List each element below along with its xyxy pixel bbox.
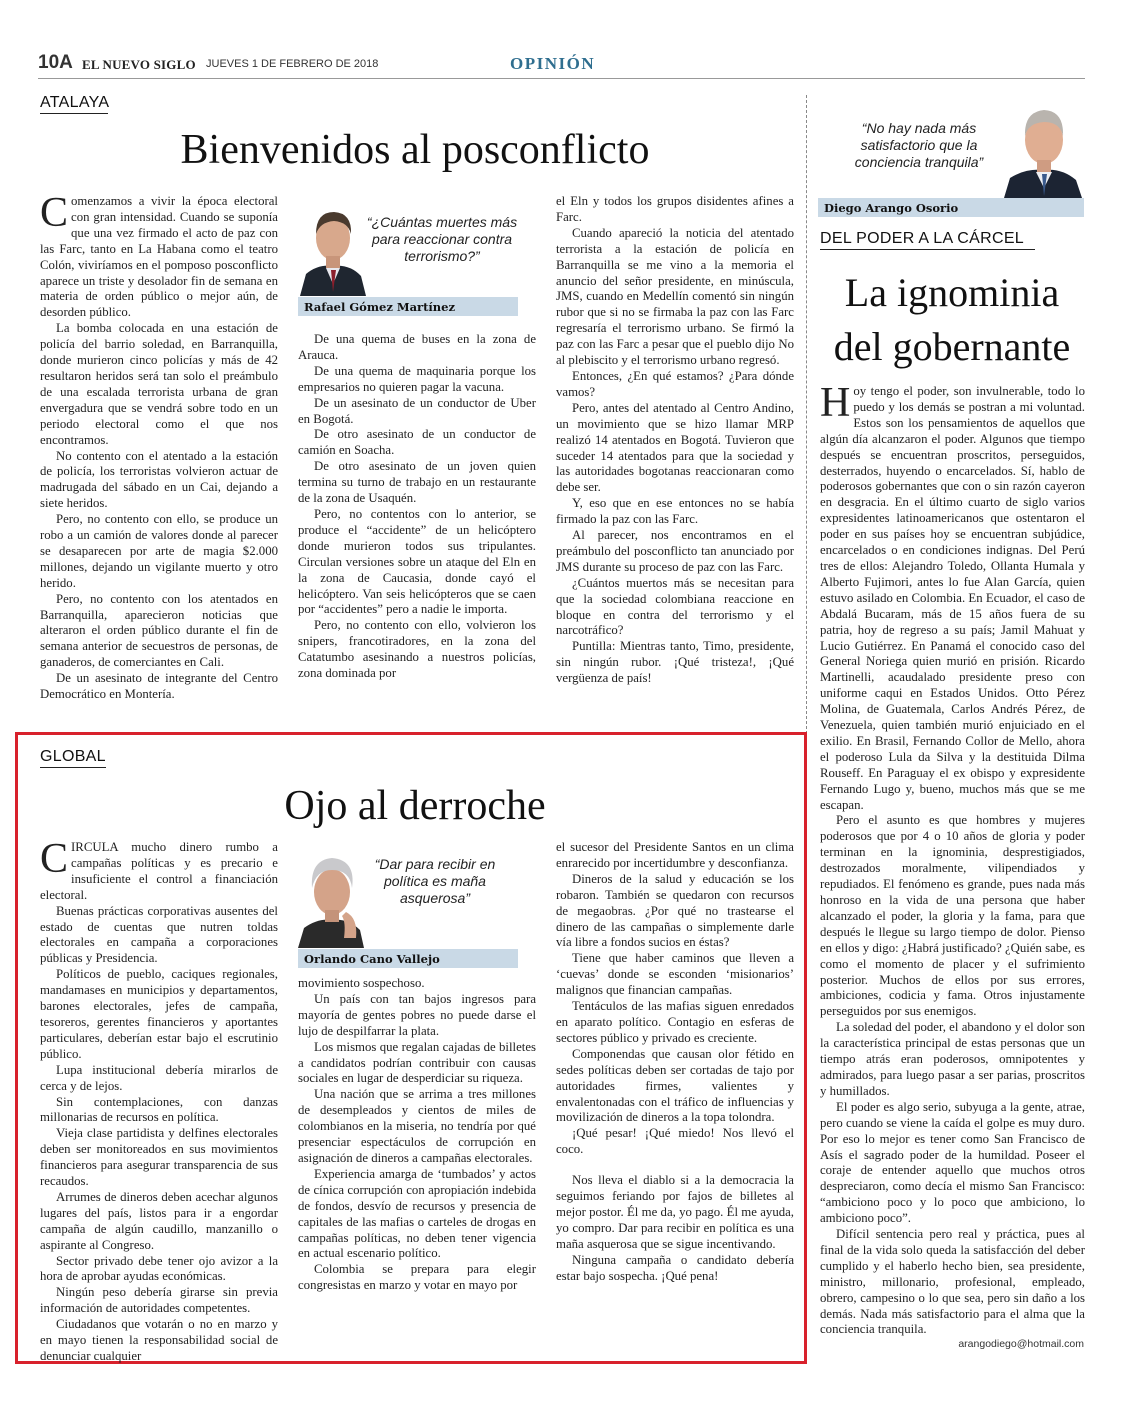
global-paragraph: Ciudadanos que votarán o no en marzo y en mayo tienen la responsabilidad social de denunciar cualquier xyxy=(40,1317,278,1363)
atalaya-paragraph: ¿Cuántos muertos más se necesitan para que la sociedad colombiana reaccione en bloque en contra del terrorismo y el narcotráfico? xyxy=(556,575,794,638)
drop-cap: C xyxy=(40,836,69,882)
global-paragraph: Tiene que haber caminos que lleven a ‘cuevas’ donde se esconden ‘misionarios’ malignos que financian campañas. xyxy=(556,951,794,998)
poder-paragraph: El poder es algo serio, subyuga a la gente, atrae, pero cuando se viene la caída el golpe es muy duro. Por eso lo mejor es tener como San Francisco de Asís el sagrado poder de la humildad. Poseer el coraje de entender aquello que muchos otros despreciaron, como decía el mismo San Francisco: “ambiciono poco y lo poco que ambiciono, lo ambiciono poco”. xyxy=(820,1099,1085,1226)
global-column-1 xyxy=(40,836,278,1363)
atalaya-paragraph: Pero, no contentos con lo anterior, se produce el “accidente” de un helicóptero donde murieron todos sus tripulantes. Circulan versiones sobre un ataque del Eln en la zona de Caucasia, donde cayó el helicóptero. Van seis helicópteros que se caen por “accidentes” pero a nadie le importa. xyxy=(298,506,536,617)
global-paragraph: Tentáculos de las mafias siguen enredados en aparato político. Contagio en esferas de sectores público y privado es creciente. xyxy=(556,999,794,1045)
atalaya-paragraph: Entonces, ¿En qué estamos? ¿Para dónde vamos? xyxy=(556,368,794,399)
atalaya-paragraph xyxy=(40,190,278,321)
atalaya-paragraph: Al parecer, nos encontramos en el preámbulo del posconflicto tan anunciado por JMS durante su proceso de paz con las Farc. xyxy=(556,528,794,574)
global-paragraph: el sucesor del Presidente Santos en un clima enrarecido por incertidumbre y desconfianza. xyxy=(556,840,794,870)
atalaya-paragraph: Cuando apareció la noticia del atentado terrorista a la estación de policía en Barranquilla se me vino a la memoria el anuncio del señor presidente, en minúscula, JMS, cuando en Medellín comentó sin ningún rubor que si no se firmaba la paz con las Farc regresaría el terrorismo urbano. Se firmó la paz con las Farc a pesar que el pueblo dijo No al plebiscito y el terrorismo urbano regresó. xyxy=(556,225,794,368)
atalaya-paragraph: De un asesinato de un conductor de Uber en Bogotá. xyxy=(298,395,536,426)
global-pull-quote: “Dar para recibir en política es maña asquerosa” xyxy=(374,856,496,906)
atalaya-paragraph: Pero, antes del atentado al Centro Andino, un movimiento que se hizo llamar MRP realizó 14 atentados en Bogotá. Tuvieron que suceder 14 atentados para que la sociedad y las autoridades bogotanas reaccionaran como debe ser. xyxy=(556,400,794,495)
poder-paragraph xyxy=(820,380,1085,813)
atalaya-paragraph: Puntilla: Mientras tanto, Timo, presidente, sin ningún rubor. ¡Qué tristeza!, ¡Qué vergüenza de país! xyxy=(556,639,794,686)
poder-headline xyxy=(818,266,1086,374)
global-paragraph: Lupa institucional debería mirarlos de cerca y de lejos. xyxy=(40,1062,278,1093)
atalaya-column-1 xyxy=(40,190,278,719)
global-paragraph: Colombia se prepara para elegir congresistas en marzo y votar en mayo por xyxy=(298,1262,536,1293)
atalaya-author-byline: Rafael Gómez Martínez xyxy=(298,297,518,316)
atalaya-paragraph: No contento con el atentado a la estación de policía, los terroristas volvieron actuar de madrugada del sábado en un Cai, dejando a siete heridos. xyxy=(40,448,278,511)
page-number: 10A xyxy=(38,52,73,73)
global-paragraph-text: IRCULA mucho dinero rumbo a campañas políticas y es precario e insuficiente el control a financiación electoral. xyxy=(40,840,278,902)
global-paragraph: Ninguna campaña o candidato debería estar bajo sospecha. ¡Qué pena! xyxy=(556,1252,794,1283)
global-paragraph: Políticos de pueblo, caciques regionales, mandamases en municipios y departamentos, barones electorales, jefes de campaña, tesoreros, gerentes financieros y aportantes particulares, deberían estar bajo el escrutinio público. xyxy=(40,967,278,1061)
global-paragraph xyxy=(40,836,278,904)
atalaya-kicker: ATALAYA xyxy=(40,94,108,114)
global-paragraph: Experiencia amarga de ‘tumbados’ y actos de cínica corrupción con apropiación indebida de fondos, desvío de recursos y presencia de capitales de las mafias o carteles de drogas en campañas políticas, no deben tener vigencia en actual escenario político. xyxy=(298,1166,536,1261)
global-paragraph: Sector privado debe tener ojo avizor a la hora de aprobar ayudas económicas. xyxy=(40,1253,278,1284)
atalaya-paragraph: De una quema de buses en la zona de Arauca. xyxy=(298,332,536,362)
section-title: OPINIÓN xyxy=(510,54,596,73)
author-photo xyxy=(298,848,368,948)
atalaya-paragraph: De un asesinato de integrante del Centro Democrático en Montería. xyxy=(40,671,278,702)
poder-paragraph: La soledad del poder, el abandono y el dolor son la característica principal de estas personas que un tiempo atrás eran poderosos, omnipotentes y admirados, para luego pasar a ser parias, proscritos y humillados. xyxy=(820,1020,1085,1098)
global-paragraph: Vieja clase partidista y delfines electorales deben ser monitoreados en sus movimientos financieros para asegurar transparencia de sus recaudos. xyxy=(40,1126,278,1189)
global-paragraph: Componendas que causan olor fétido en sedes políticas deben ser cortadas de tajo por autoridades firmes, valientes y envalentonadas con el tráfico de influencias y movilización de dineros a la topa tolondra. xyxy=(556,1046,794,1125)
global-paragraph: Los mismos que regalan cajadas de billetes a candidatos podrían contribuir con causas sociales en lugar de desperdiciar su riqueza. xyxy=(298,1039,536,1086)
atalaya-paragraph: Pero, no contento con ello, volvieron los snipers, francotiradores, en la zona del Catatumbo asesinando a nuestros policías, zona dominada por xyxy=(298,618,536,681)
poder-kicker: DEL PODER A LA CÁRCEL xyxy=(820,230,1035,250)
global-paragraph: Arrumes de dineros deben acechar algunos lugares del país, listos para ir a engordar campaña de algún caudillo, manzanillo o aspirante al Congreso. xyxy=(40,1189,278,1252)
global-paragraph: Ningún peso debería girarse sin previa información de autoridades competentes. xyxy=(40,1285,278,1316)
global-paragraph: movimiento sospechoso. xyxy=(298,976,425,990)
newspaper-name: EL NUEVO SIGLO xyxy=(82,57,196,72)
drop-cap: C xyxy=(40,190,69,236)
author-photo xyxy=(298,196,368,296)
global-paragraph: Un país con tan bajos ingresos para mayoría de gentes pobres no puede darse el lujo de despilfarrar la plata. xyxy=(298,991,536,1038)
global-paragraph: ¡Qué pesar! ¡Qué miedo! Nos llevó el coco. xyxy=(556,1126,794,1157)
global-paragraph: Sin contemplaciones, con danzas millonarias de recursos en política. xyxy=(40,1094,278,1125)
global-paragraph: Buenas prácticas corporativas ausentes del estado de cuentas que nutren toldas electorales en campaña a corporaciones públicas y Presidencia. xyxy=(40,903,278,966)
issue-date: JUEVES 1 DE FEBRERO DE 2018 xyxy=(206,58,379,70)
global-paragraph: Una nación que se arrima a tres millones de desempleados y cientos de miles de colombianos en la miseria, no tendría por qué presenciar espectáculos de corrupción en asignación de dineros a campañas electorales. xyxy=(298,1087,536,1165)
global-column-2 xyxy=(298,976,536,1350)
author-photo xyxy=(1000,96,1086,198)
poder-paragraph-text: oy tengo el poder, son invulnerable, todo lo puedo y los demás se postran a mi voluntad. Estos son los pensamientos de aquellos que algún día alcanzaron el poder. Algunos que tiempo después se encuentran proscritos, perseguidos, desterrados, huyendo o encarcelados. Sí, hablo de poderosos gobernantes que con o sin razón cayeron en desgracia. En el último cuarto de siglo varios expresidentes latinoamericanos que ostentaron el poder en sus países hoy se encuentran subjúdice, encarcelados o en condiciones indignas. Del Perú tres de ellos: Alejandro Toledo, Ollanta Humala y Alberto Fujimori, antes lo fue Alan García, quien estuvo asilado en Colombia. En Ecuador, el caso de Abdalá Bucaram, más de 15 años fuera de su patria, hoy de regreso a su país; Jamil Mahuat y Lucio Gutiérrez. En Panamá el conocido caso del General Noriega quien murió en prisión. Ricardo Martinelli, acaudalado presidente preso con uniforme caqui en Estados Unidos. Otto Pérez Molina, de Guatemala, Carlos Andrés Pérez, de Venezuela, quien también murió enjuiciado en el exilio. En Brasil, Fernando Collor de Mello, ahora el poderoso Lula da Silva y la destituida Dilma Rouseff. En Paraguay el ex obispo y expresidente Fernando Lugo y, bueno, muchos más que se me escapan. xyxy=(820,384,1085,812)
author-email: arangodiego@hotmail.com xyxy=(958,1338,1084,1350)
global-headline: Ojo al derroche xyxy=(284,783,546,829)
poder-paragraph: Pero el asunto es que hombres y mujeres poderosos que por 4 o 10 años de gloria y poder terminan en la ignominia, desprestigiados, destrozados moralmente, vilipendiados y repudiados. El fenómeno es grande, pues nada más honroso en la vida de una persona que haber alcanzado el poder, la gloria y la fama, para que después le llegue su largo tiempo de dolor. Pienso en ellos y digo: ¿Habrá justificado? ¿Quién sabe, es como el momento de placer y el sufrimiento posterior. Muchos de ellos por sus errores, ambiciones, codicia y fama. Otros injustamente perseguidos por sus enemigos. xyxy=(820,813,1085,1019)
atalaya-paragraph: Pero, no contento con ello, se produce un robo a un camión de valores donde al parecer se desaparecen por arte de magia $2.000 millones, dejando un vigilante muerto y otro herido. xyxy=(40,512,278,590)
poder-column xyxy=(820,380,1085,1337)
atalaya-paragraph: La bomba colocada en una estación de policía del barrio soledad, en Barranquilla, donde murieron cinco policías y más de 42 resultaron heridos será tan solo el preámbulo de una escalada terrorista urbana de gran envergadura que se vendrá sobre todo en un periodo electoral como el que nos encontramos. xyxy=(40,321,278,447)
drop-cap: H xyxy=(820,380,851,426)
atalaya-column-2 xyxy=(298,332,536,719)
atalaya-column-3 xyxy=(556,194,794,719)
atalaya-paragraph: el Eln y todos los grupos disidentes afines a Farc. xyxy=(556,194,794,224)
global-column-3 xyxy=(556,840,794,1350)
atalaya-headline: Bienvenidos al posconflicto xyxy=(180,127,650,173)
global-author-byline: Orlando Cano Vallejo xyxy=(298,949,518,968)
atalaya-paragraph-text: omenzamos a vivir la época electoral con gran intensidad. Cuando se suponía que una vez firmado el acto de paz con las Farc, tanto en La Habana como el teatro Colón, viviríamos en el pomposo posconflicto aparece un triste y desolador fin de semana en materia de orden público o mejor aún, de desorden público. xyxy=(40,194,278,320)
global-paragraph: Dineros de la salud y educación se los robaron. También se quedaron con recursos de megaobras. ¿Por qué no trastearse el dinero de las campañas o simplemente darle vía libre a fondos sucios en éstas? xyxy=(556,871,794,950)
atalaya-pull-quote: “¿Cuántas muertes más para reaccionar contra terrorismo?” xyxy=(366,214,518,264)
poder-author-byline: Diego Arango Osorio xyxy=(818,198,1084,217)
poder-pull-quote: “No hay nada más satisfactorio que la conciencia tranquila” xyxy=(854,120,984,170)
atalaya-paragraph: Y, eso que en ese entonces no se había firmado la paz con las Farc. xyxy=(556,496,794,527)
atalaya-paragraph: De otro asesinato de un joven quien termina su turno de trabajo en un restaurante de la zona de Usaquén. xyxy=(298,459,536,506)
global-kicker: GLOBAL xyxy=(40,748,106,768)
page-header xyxy=(38,52,1085,79)
poder-headline-line-1: La ignominia xyxy=(844,270,1060,315)
poder-headline-line-2: del gobernante xyxy=(833,324,1071,369)
atalaya-paragraph: De una quema de maquinaria porque los empresarios no quieren pagar la vacuna. xyxy=(298,363,536,394)
atalaya-paragraph: De otro asesinato de un conductor de camión en Soacha. xyxy=(298,427,536,458)
atalaya-paragraph: Pero, no contento con los atentados en Barranquilla, aparecieron noticias que alteraron el orden público durante el fin de semana anterior de secuestros de personas, de ganaderos, de comerciantes en Cali. xyxy=(40,591,278,670)
global-paragraph: Nos lleva el diablo si a la democracia la seguimos feriando por fajos de billetes al mejor postor. Él me da, yo pago. Él me ayuda, yo compro. Dar para recibir en política es una maña asquerosa que se sigue incentivando. xyxy=(556,1173,794,1251)
poder-paragraph: Difícil sentencia pero real y práctica, pues al final de la vida solo queda la satisfacción del deber cumplido y el haberlo hecho bien, sea presidente, ministro, millonario, profesional, empleado, obrero, campesino o lo que sea, pero sin daño a los demás. Nada más satisfactorio para el alma que la conciencia tranquila. xyxy=(820,1227,1085,1337)
